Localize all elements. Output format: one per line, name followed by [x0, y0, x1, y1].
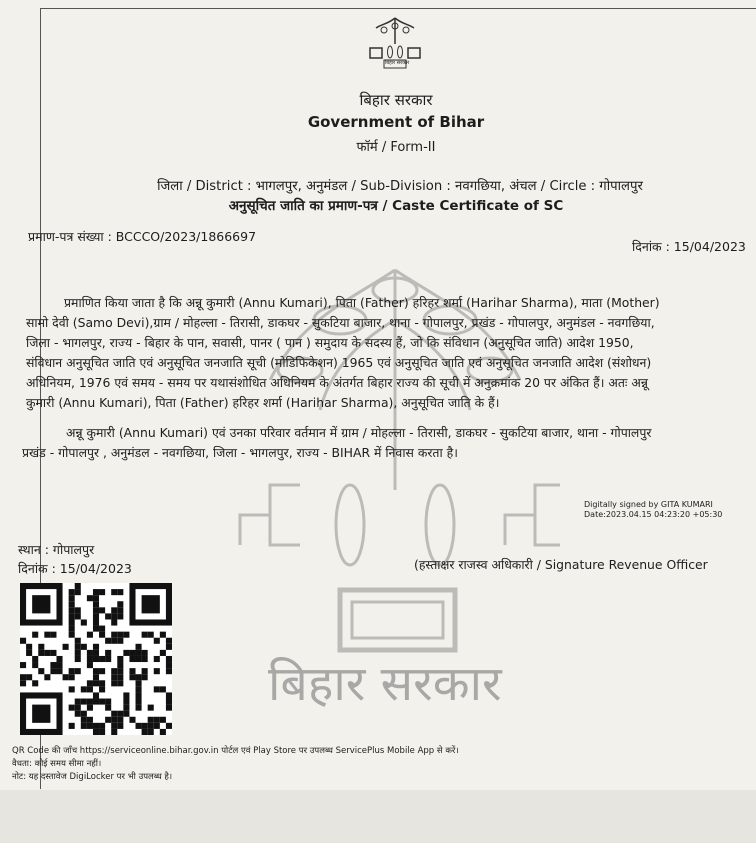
place-label: स्थान : गोपालपुर: [18, 542, 95, 557]
english-title: Government of Bihar: [307, 113, 485, 131]
certificate-number: प्रमाण-पत्र संख्या : BCCCO/2023/1866697: [28, 229, 257, 244]
emblem-label: बिहार सरकार: [385, 60, 410, 66]
paragraph-line: अन्नू कुमारी (Annu Kumari) एवं उनका परिवार वर्तमान में ग्राम / मोहल्ला - तिरासी, डाकघर - सुकटिया बाजार, थाना - गोपालपुर: [66, 425, 652, 440]
digital-signature-date: Date:2023.04.15 04:23:20 +05:30: [584, 510, 723, 519]
digilocker-note: नोट: यह दस्तावेज DigiLocker पर भी उपलब्ध है।: [12, 772, 173, 782]
form-label: फॉर्म / Form-II: [356, 140, 436, 155]
signature-officer-label: (हस्ताक्षर राजस्व अधिकारी / Signature Revenue Officer: [414, 557, 708, 572]
digital-signature-name: Digitally signed by GITA KUMARI: [584, 500, 713, 509]
paragraph-line: प्रखंड - गोपालपुर , अनुमंडल - नवगछिया, जिला - भागलपुर, राज्य - BIHAR में निवास करता है।: [22, 445, 458, 460]
place-date-label: दिनांक : 15/04/2023: [18, 561, 132, 576]
location-line: जिला / District : भागलपुर, अनुमंडल / Sub-Division : नवगछिया, अंचल / Circle : गोपालपुर: [157, 179, 643, 194]
paragraph-line: अधिनियम, 1976 एवं समय - समय पर यथासंशोधित अधिनियम के अंतर्गत बिहार राज्य की सूची में अनुक्रमांक 20 पर अंकित हैं। अतः अन्नू: [26, 375, 648, 390]
watermark-text: बिहार सरकार: [268, 656, 502, 712]
paragraph-line: संविधान अनुसूचित जाति एवं अनुसूचित जनजाति सूची (मोडिफिकेशन) 1965 एवं अनुसूचित जाति एवं अनुसूचित जनजाति आदेश (संशोधन): [26, 355, 652, 370]
paragraph-line: सामो देवी (Samo Devi),ग्राम / मोहल्ला - तिरासी, डाकघर - सुकटिया बाजार, थाना - गोपालपुर, प्रखंड - गोपालपुर, अनुमंडल - नवगछिया,: [26, 315, 655, 330]
certificate-title: अनुसूचित जाति का प्रमाण-पत्र / Caste Certificate of SC: [228, 198, 564, 214]
issue-date: दिनांक : 15/04/2023: [632, 239, 746, 254]
background-surface: [0, 790, 756, 843]
hindi-title: बिहार सरकार: [359, 91, 433, 109]
paragraph-line: कुमारी (Annu Kumari), पिता (Father) हरिहर शर्मा (Harihar Sharma), अनुसूचित जाति के हैं।: [26, 395, 500, 410]
qr-code-icon[interactable]: [20, 583, 172, 735]
validity-note: वैधता: कोई समय सीमा नहीं।: [12, 759, 102, 769]
qr-verification-note: QR Code की जाँच https://serviceonline.bihar.gov.in पोर्टल एवं Play Store पर उपलब्ध ServicePlus Mobile App से करें।: [12, 746, 459, 756]
paragraph-line: प्रमाणित किया जाता है कि अन्नू कुमारी (Annu Kumari), पिता (Father) हरिहर शर्मा (Harihar Sharma), माता (Mother): [64, 295, 660, 310]
paragraph-line: जिला - भागलपुर, राज्य - बिहार के पान, सवासी, पानर ( पान ) समुदाय के सदस्य हैं, जो कि संविधान (अनुसूचित जाति) आदेश 1950,: [26, 335, 634, 350]
